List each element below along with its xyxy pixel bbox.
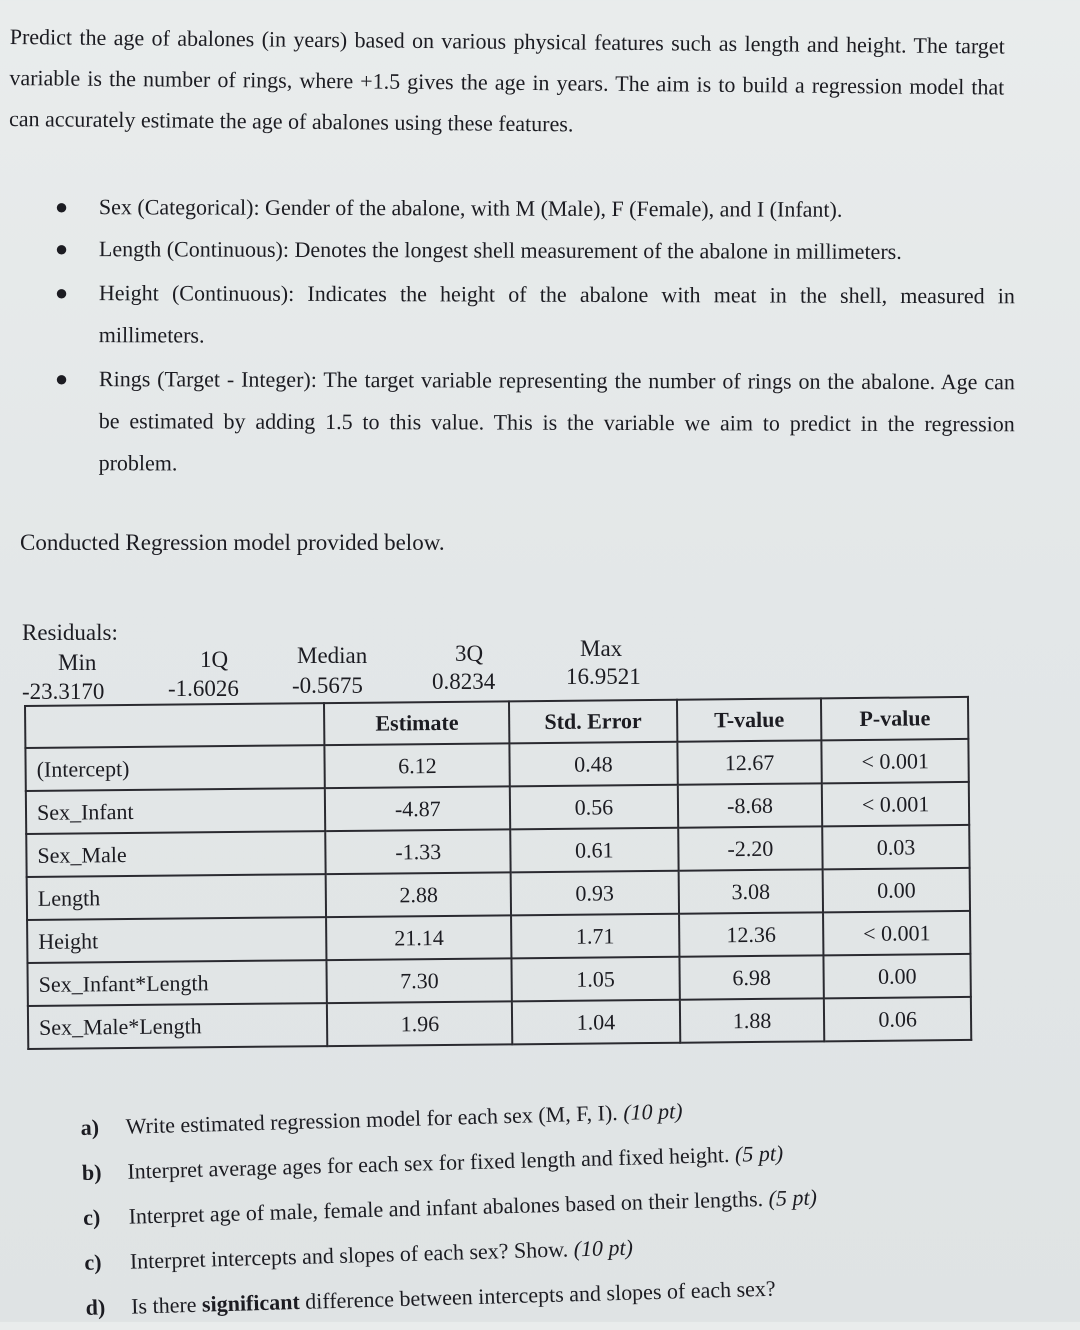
row-p-value: 0.06 [824, 997, 971, 1041]
residual-header-median: Median [297, 643, 368, 668]
question-label: d) [85, 1294, 106, 1320]
question-text: Interpret intercepts and slopes of each sex? Show. [129, 1236, 569, 1274]
table-header-std-error: Std. Error [509, 700, 677, 744]
question-list [80, 1078, 1066, 1330]
row-std-error: 0.56 [510, 785, 678, 830]
residual-header-3q: 3Q [455, 641, 484, 666]
row-name: Sex_Infant [26, 788, 326, 834]
intro-paragraph: Predict the age of abalones (in years) based on various physical features such as length and height. The target variable is the number of rings, where +1.5 gives the age in years. The aim is to build a regression model that can accurately estimate the age of abalones using these features. [8, 23, 1005, 137]
residual-value-1q: -1.6026 [168, 676, 239, 701]
row-name: Length [27, 874, 327, 920]
row-name: Sex_Male*Length [28, 1003, 328, 1049]
row-name: (Intercept) [25, 745, 325, 791]
row-t-value: 1.88 [680, 998, 825, 1042]
residual-value-median: -0.5675 [292, 673, 363, 698]
residual-value-3q: 0.8234 [432, 669, 496, 694]
question-text-post: difference between intercepts and slopes of each sex? [304, 1275, 776, 1314]
table-header-p-value: P-value [821, 697, 968, 740]
question-label: c) [84, 1249, 102, 1275]
question-text: Interpret age of male, female and infant abalones based on their lengths. [128, 1185, 764, 1229]
row-name: Height [27, 917, 327, 963]
residual-header-min: Min [58, 650, 97, 675]
row-estimate: -1.33 [326, 829, 511, 874]
regression-table-wrap [24, 696, 972, 1050]
table-header-blank [25, 703, 325, 748]
row-std-error: 1.05 [512, 957, 680, 1002]
row-std-error: 1.71 [511, 914, 679, 959]
question-points: (5 pt) [734, 1140, 784, 1167]
table-header-t-value: T-value [677, 698, 822, 741]
feature-text: Length (Continuous): Denotes the longest shell measurement of the abalone in millimeters. [98, 236, 902, 264]
residual-value-min: -23.3170 [22, 679, 105, 704]
row-t-value: 12.67 [677, 740, 822, 784]
model-caption: Conducted Regression model provided below. [20, 530, 445, 555]
row-t-value: -8.68 [677, 783, 822, 827]
question-text-pre: Is there [130, 1291, 197, 1319]
question-points: (5 pt) [768, 1184, 818, 1211]
feature-text: Height (Continuous): Indicates the height of the abalone with meat in the shell, measured in millimeters. [98, 280, 1015, 348]
row-p-value: < 0.001 [822, 739, 969, 783]
feature-item-rings [55, 358, 1015, 487]
bullet-icon: ● [54, 365, 69, 392]
row-estimate: 21.14 [327, 915, 512, 960]
residual-value-max: 16.9521 [566, 664, 641, 689]
question-points: (10 pt) [622, 1098, 683, 1125]
row-std-error: 0.61 [510, 828, 678, 873]
table-row [28, 997, 971, 1049]
question-points: (10 pt) [573, 1234, 634, 1262]
row-t-value: -2.20 [678, 826, 823, 870]
bullet-icon: ● [54, 279, 69, 306]
row-estimate: 6.12 [325, 743, 510, 788]
row-name: Sex_Male [26, 831, 326, 877]
question-label: c) [82, 1204, 101, 1230]
row-estimate: 1.96 [327, 1001, 512, 1046]
row-p-value: < 0.001 [823, 911, 970, 955]
row-t-value: 3.08 [678, 869, 823, 913]
feature-item-height [55, 272, 1015, 359]
residual-header-1q: 1Q [200, 647, 229, 672]
row-p-value: 0.00 [824, 954, 971, 998]
residual-header-max: Max [580, 636, 623, 661]
feature-item-sex [55, 186, 1015, 231]
row-std-error: 0.93 [511, 871, 679, 916]
row-estimate: -4.87 [325, 786, 510, 831]
row-estimate: 2.88 [326, 872, 511, 917]
row-t-value: 12.36 [679, 912, 824, 956]
row-std-error: 1.04 [512, 1000, 680, 1045]
row-p-value: 0.03 [823, 825, 970, 869]
question-label: b) [81, 1159, 102, 1185]
question-text: Interpret average ages for each sex for fixed length and fixed height. [127, 1141, 730, 1184]
feature-item-length [55, 228, 1015, 273]
row-std-error: 0.48 [509, 742, 677, 787]
question-text-bold: significant [201, 1288, 301, 1317]
residuals-label: Residuals: [22, 620, 118, 645]
row-t-value: 6.98 [679, 955, 824, 999]
table-header-estimate: Estimate [324, 701, 509, 745]
regression-coefficients-table [24, 696, 972, 1050]
question-label: a) [80, 1114, 100, 1140]
row-p-value: < 0.001 [822, 782, 969, 826]
bullet-icon: ● [54, 193, 69, 220]
feature-text: Rings (Target - Integer): The target variable representing the number of rings on the abalone. Age can be estimated by adding 1.5 to this value. This is the variable we aim to predict in the regression problem. [98, 366, 1015, 476]
question-text: Write estimated regression model for each sex (M, F, I). [125, 1099, 619, 1139]
row-p-value: 0.00 [823, 868, 970, 912]
bullet-icon: ● [54, 235, 69, 262]
row-name: Sex_Infant*Length [27, 960, 327, 1006]
feature-text: Sex (Categorical): Gender of the abalone, with M (Male), F (Female), and I (Infant). [98, 194, 843, 222]
row-estimate: 7.30 [327, 958, 512, 1003]
feature-list [55, 186, 1015, 484]
